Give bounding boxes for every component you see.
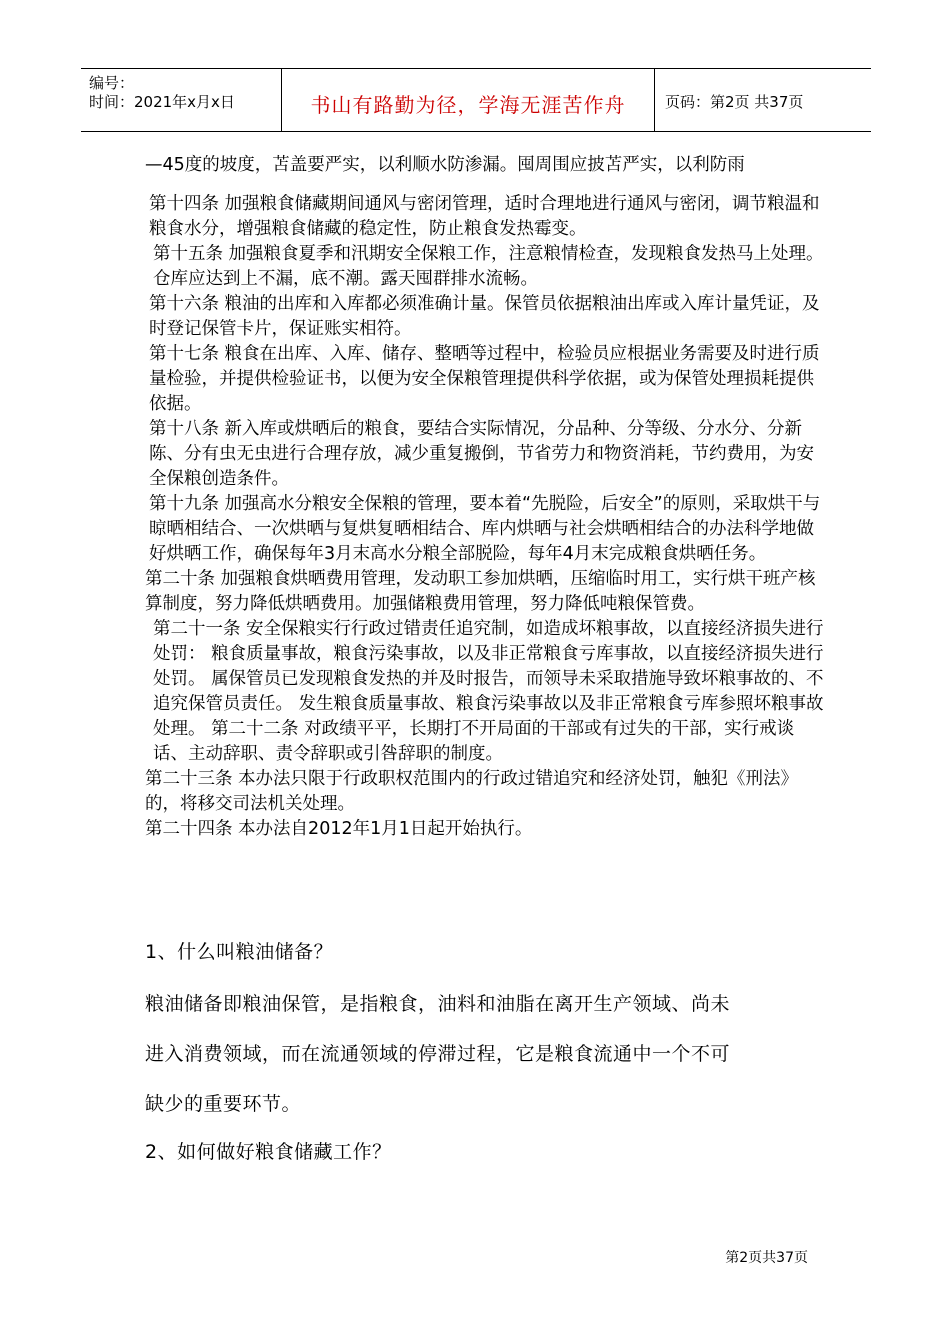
question-1: 1、什么叫粮油储备？ [145,941,334,963]
paragraph-article-16: 第十六条 粮油的出库和入库都必须准确计量。保管员依据粮油出库或入库计量凭证，及时登记保管卡片，保证账实相符。 [149,294,820,339]
paragraph-article-15: 第十五条 加强粮食夏季和汛期安全保粮工作，注意粮情检查，发现粮食发热马上处理。仓库应达到上不漏，底不潮。露天囤群排水流畅。 [153,244,824,289]
answer-1-line-1: 粮油储备即粮油保管，是指粮食，油料和油脂在离开生产领域、尚未 [145,993,731,1015]
paragraph-article-17: 第十七条 粮食在出库、入库、储存、整晒等过程中，检验员应根据业务需要及时进行质量检验，并提供检验证书，以便为安全保粮管理提供科学依据，或为保管处理损耗提供依据。 [149,344,820,414]
page-code: 页码：第2页 共37页 [665,93,804,111]
paragraph-article-14: 第十四条 加强粮食储藏期间通风与密闭管理，适时合理地进行通风与密闭，调节粮温和粮食水分，增强粮食储藏的稳定性，防止粮食发热霉变。 [149,194,820,239]
number-label: 编号： [89,74,135,92]
time-label: 时间：2021年x月x日 [89,93,235,111]
paragraph-article-23: 第二十三条 本办法只限于行政职权范围内的行政过错追究和经济处罚，触犯《刑法》的，将移交司法机关处理。 [145,769,799,814]
answer-1-line-3: 缺少的重要环节。 [145,1093,302,1115]
paragraph-slope: —45度的坡度，苫盖要严实，以利顺水防渗漏。囤周围应披苫严实，以利防雨 [145,155,745,175]
paragraph-gap [145,178,825,192]
page-header [81,68,871,132]
paragraph-article-19: 第十九条 加强高水分粮安全保粮的管理，要本着“先脱险，后安全”的原则，采取烘干与晾晒相结合、一次烘晒与复烘复晒相结合、库内烘晒与社会烘晒相结合的办法科学地做好烘晒工作，确保每年3月末高水分粮全部脱险，每年4月末完成粮食烘晒任务。 [149,494,821,564]
paragraph-article-21: 第二十一条 安全保粮实行行政过错责任追究制，如造成坏粮事故，以直接经济损失进行处罚： 粮食质量事故，粮食污染事故，以及非正常粮食亏库事故，以直接经济损失进行处罚。 属保管员已发现粮食发热的并及时报告，而领导未采取措施导致坏粮事故的、不追究保管员责任。 发生粮食质量事故、粮食污染事故以及非正常粮食亏库参照坏粮事故处理。 第二十二条 对政绩平平，长期打不开局面的干部或有过失的干部，实行戒谈话、主动辞职、责令辞职或引咎辞职的制度。 [153,619,824,764]
paragraph-article-18: 第十八条 新入库或烘晒后的粮食，要结合实际情况，分品种、分等级、分水分、分新陈、分有虫无虫进行合理存放，减少重复搬倒，节省劳力和物资消耗，节约费用，为安全保粮创造条件。 [149,419,814,489]
header-left-cell [81,69,282,131]
document-body [145,153,825,842]
paragraph-article-24: 第二十四条 本办法自2012年1月1日起开始执行。 [145,819,533,839]
header-middle-cell [282,69,655,131]
page-footer: 第2页共37页 [725,1250,808,1266]
paragraph-article-20: 第二十条 加强粮食烘晒费用管理，发动职工参加烘晒，压缩临时用工，实行烘干班产核算制度，努力降低烘晒费用。加强储粮费用管理，努力降低吨粮保管费。 [145,569,816,614]
motto-text: 书山有路勤为径，学海无涯苦作舟 [310,93,626,117]
answer-1-line-2: 进入消费领域，而在流通领域的停滞过程，它是粮食流通中一个不可 [145,1043,731,1065]
question-2: 2、如何做好粮食储藏工作？ [145,1141,392,1163]
header-right-cell [655,69,871,131]
